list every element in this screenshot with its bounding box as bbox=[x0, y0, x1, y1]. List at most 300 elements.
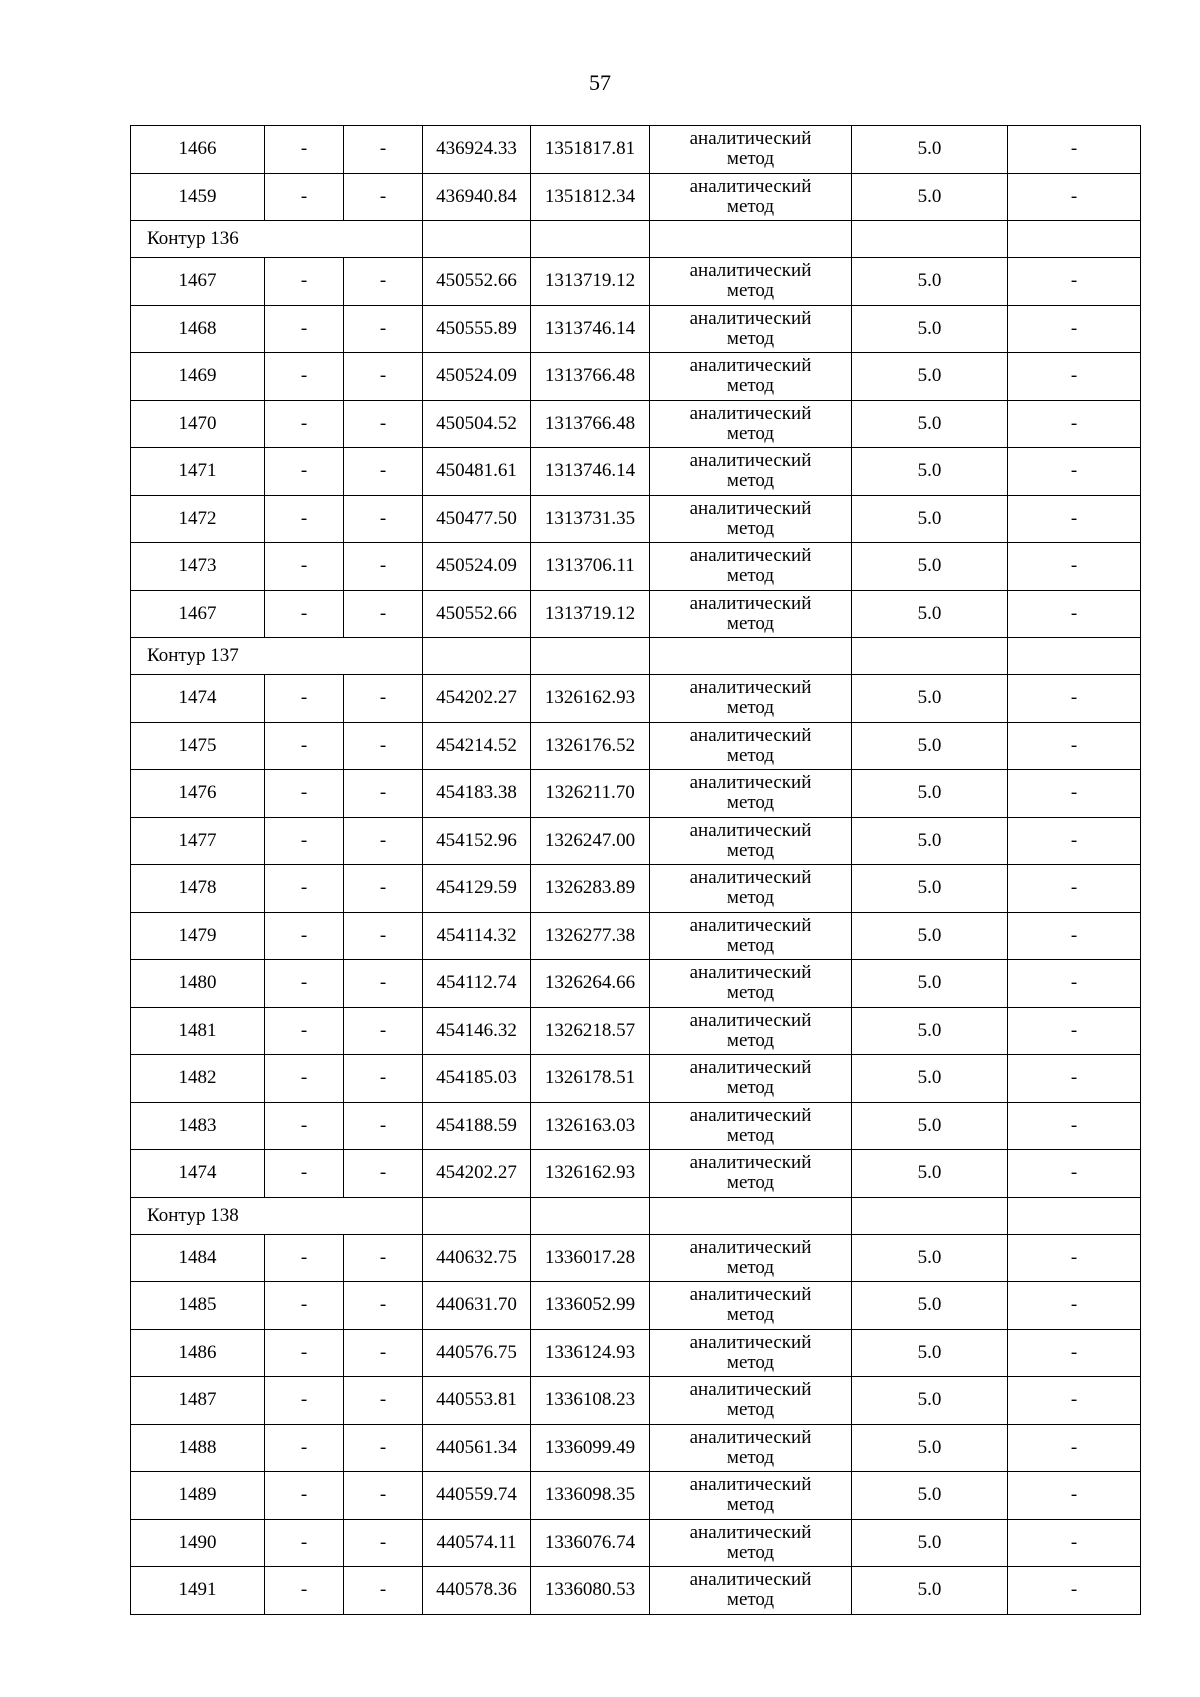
x-coordinate-cell: 450481.61 bbox=[423, 448, 531, 496]
point-number-cell: 1474 bbox=[131, 1150, 265, 1198]
dash-cell: - bbox=[1008, 1007, 1141, 1055]
method-cell bbox=[650, 1377, 852, 1425]
method-line-1: аналитический bbox=[689, 592, 812, 614]
accuracy-cell: 5.0 bbox=[852, 960, 1008, 1008]
point-number-cell: 1467 bbox=[131, 590, 265, 638]
dash-cell: - bbox=[1008, 1234, 1141, 1282]
method-line-1: аналитический bbox=[689, 497, 812, 519]
method-line-2: метод bbox=[726, 517, 775, 539]
dash-cell: - bbox=[344, 1234, 423, 1282]
table-row bbox=[131, 912, 1141, 960]
method-cell bbox=[650, 1282, 852, 1330]
table-row bbox=[131, 1567, 1141, 1615]
method-line-2: метод bbox=[726, 1029, 775, 1051]
dash-cell: - bbox=[265, 865, 344, 913]
table-row bbox=[131, 173, 1141, 221]
point-number-cell: 1483 bbox=[131, 1102, 265, 1150]
x-coordinate-cell: 454202.27 bbox=[423, 1150, 531, 1198]
method-cell bbox=[650, 960, 852, 1008]
y-coordinate-cell: 1326163.03 bbox=[531, 1102, 650, 1150]
dash-cell: - bbox=[1008, 1150, 1141, 1198]
dash-cell: - bbox=[265, 173, 344, 221]
dash-cell: - bbox=[265, 1055, 344, 1103]
method-line-1: аналитический bbox=[689, 1104, 812, 1126]
empty-cell bbox=[650, 1197, 852, 1234]
dash-cell: - bbox=[344, 590, 423, 638]
table-row bbox=[131, 448, 1141, 496]
empty-cell bbox=[650, 221, 852, 258]
dash-cell: - bbox=[344, 1519, 423, 1567]
contour-label: Контур 136 bbox=[131, 221, 423, 258]
empty-cell bbox=[423, 1197, 531, 1234]
x-coordinate-cell: 450477.50 bbox=[423, 495, 531, 543]
method-line-1: аналитический bbox=[689, 1284, 812, 1306]
dash-cell: - bbox=[265, 1234, 344, 1282]
method-line-1: аналитический bbox=[689, 450, 812, 472]
empty-cell bbox=[423, 221, 531, 258]
dash-cell: - bbox=[1008, 1377, 1141, 1425]
accuracy-cell: 5.0 bbox=[852, 1424, 1008, 1472]
method-cell bbox=[650, 1567, 852, 1615]
x-coordinate-cell: 450555.89 bbox=[423, 305, 531, 353]
accuracy-cell: 5.0 bbox=[852, 675, 1008, 723]
method-line-2: метод bbox=[726, 887, 775, 909]
dash-cell: - bbox=[1008, 912, 1141, 960]
point-number-cell: 1480 bbox=[131, 960, 265, 1008]
method-line-2: метод bbox=[726, 195, 775, 217]
method-line-1: аналитический bbox=[689, 1009, 812, 1031]
method-line-2: метод bbox=[726, 1351, 775, 1373]
y-coordinate-cell: 1326277.38 bbox=[531, 912, 650, 960]
x-coordinate-cell: 454129.59 bbox=[423, 865, 531, 913]
contour-header-row bbox=[131, 1197, 1141, 1234]
empty-cell bbox=[1008, 1197, 1141, 1234]
method-cell bbox=[650, 1424, 852, 1472]
accuracy-cell: 5.0 bbox=[852, 1377, 1008, 1425]
dash-cell: - bbox=[344, 1567, 423, 1615]
dash-cell: - bbox=[344, 1055, 423, 1103]
dash-cell: - bbox=[1008, 258, 1141, 306]
dash-cell: - bbox=[265, 1472, 344, 1520]
method-line-1: аналитический bbox=[689, 1379, 812, 1401]
table-row bbox=[131, 1472, 1141, 1520]
y-coordinate-cell: 1336099.49 bbox=[531, 1424, 650, 1472]
method-line-1: аналитический bbox=[689, 677, 812, 699]
table-row bbox=[131, 722, 1141, 770]
accuracy-cell: 5.0 bbox=[852, 1102, 1008, 1150]
method-line-2: метод bbox=[726, 422, 775, 444]
accuracy-cell: 5.0 bbox=[852, 400, 1008, 448]
dash-cell: - bbox=[1008, 1102, 1141, 1150]
dash-cell: - bbox=[1008, 305, 1141, 353]
method-line-2: метод bbox=[726, 1494, 775, 1516]
empty-cell bbox=[531, 221, 650, 258]
dash-cell: - bbox=[1008, 1055, 1141, 1103]
table-row bbox=[131, 1150, 1141, 1198]
method-line-1: аналитический bbox=[689, 914, 812, 936]
point-number-cell: 1474 bbox=[131, 675, 265, 723]
point-number-cell: 1469 bbox=[131, 353, 265, 401]
table-row bbox=[131, 1102, 1141, 1150]
y-coordinate-cell: 1326264.66 bbox=[531, 960, 650, 1008]
table-row bbox=[131, 258, 1141, 306]
method-line-1: аналитический bbox=[689, 545, 812, 567]
dash-cell: - bbox=[265, 1424, 344, 1472]
x-coordinate-cell: 440559.74 bbox=[423, 1472, 531, 1520]
x-coordinate-cell: 450552.66 bbox=[423, 258, 531, 306]
dash-cell: - bbox=[1008, 1567, 1141, 1615]
empty-cell bbox=[852, 1197, 1008, 1234]
empty-cell bbox=[1008, 221, 1141, 258]
method-line-1: аналитический bbox=[689, 1152, 812, 1174]
dash-cell: - bbox=[1008, 590, 1141, 638]
dash-cell: - bbox=[1008, 173, 1141, 221]
method-line-2: метод bbox=[726, 1541, 775, 1563]
method-line-2: метод bbox=[726, 1399, 775, 1421]
dash-cell: - bbox=[344, 1377, 423, 1425]
method-line-1: аналитический bbox=[689, 175, 812, 197]
y-coordinate-cell: 1313746.14 bbox=[531, 305, 650, 353]
method-cell bbox=[650, 495, 852, 543]
table-row bbox=[131, 1377, 1141, 1425]
point-number-cell: 1467 bbox=[131, 258, 265, 306]
dash-cell: - bbox=[344, 1329, 423, 1377]
method-line-1: аналитический bbox=[689, 355, 812, 377]
accuracy-cell: 5.0 bbox=[852, 1329, 1008, 1377]
method-line-1: аналитический bbox=[689, 867, 812, 889]
x-coordinate-cell: 454112.74 bbox=[423, 960, 531, 1008]
dash-cell: - bbox=[344, 353, 423, 401]
point-number-cell: 1484 bbox=[131, 1234, 265, 1282]
x-coordinate-cell: 450524.09 bbox=[423, 353, 531, 401]
x-coordinate-cell: 454152.96 bbox=[423, 817, 531, 865]
x-coordinate-cell: 454114.32 bbox=[423, 912, 531, 960]
dash-cell: - bbox=[1008, 1519, 1141, 1567]
x-coordinate-cell: 440553.81 bbox=[423, 1377, 531, 1425]
y-coordinate-cell: 1336108.23 bbox=[531, 1377, 650, 1425]
method-line-2: метод bbox=[726, 934, 775, 956]
method-line-1: аналитический bbox=[689, 1057, 812, 1079]
method-line-2: метод bbox=[726, 1172, 775, 1194]
dash-cell: - bbox=[344, 448, 423, 496]
dash-cell: - bbox=[344, 865, 423, 913]
x-coordinate-cell: 440578.36 bbox=[423, 1567, 531, 1615]
y-coordinate-cell: 1326211.70 bbox=[531, 770, 650, 818]
point-number-cell: 1468 bbox=[131, 305, 265, 353]
dash-cell: - bbox=[344, 543, 423, 591]
dash-cell: - bbox=[265, 770, 344, 818]
method-line-1: аналитический bbox=[689, 962, 812, 984]
method-cell bbox=[650, 400, 852, 448]
dash-cell: - bbox=[265, 817, 344, 865]
method-line-1: аналитический bbox=[689, 1569, 812, 1591]
dash-cell: - bbox=[344, 960, 423, 1008]
y-coordinate-cell: 1351817.81 bbox=[531, 126, 650, 174]
table-row bbox=[131, 126, 1141, 174]
dash-cell: - bbox=[265, 1519, 344, 1567]
empty-cell bbox=[423, 638, 531, 675]
method-cell bbox=[650, 1007, 852, 1055]
dash-cell: - bbox=[1008, 722, 1141, 770]
dash-cell: - bbox=[265, 1377, 344, 1425]
method-line-2: метод bbox=[726, 1589, 775, 1611]
x-coordinate-cell: 440576.75 bbox=[423, 1329, 531, 1377]
accuracy-cell: 5.0 bbox=[852, 258, 1008, 306]
y-coordinate-cell: 1336076.74 bbox=[531, 1519, 650, 1567]
method-cell bbox=[650, 912, 852, 960]
coordinates-table bbox=[130, 125, 1141, 1615]
point-number-cell: 1486 bbox=[131, 1329, 265, 1377]
y-coordinate-cell: 1313706.11 bbox=[531, 543, 650, 591]
method-line-2: метод bbox=[726, 1077, 775, 1099]
method-line-1: аналитический bbox=[689, 128, 812, 150]
y-coordinate-cell: 1326178.51 bbox=[531, 1055, 650, 1103]
dash-cell: - bbox=[265, 1150, 344, 1198]
x-coordinate-cell: 440632.75 bbox=[423, 1234, 531, 1282]
dash-cell: - bbox=[265, 675, 344, 723]
x-coordinate-cell: 450552.66 bbox=[423, 590, 531, 638]
dash-cell: - bbox=[344, 817, 423, 865]
point-number-cell: 1488 bbox=[131, 1424, 265, 1472]
y-coordinate-cell: 1351812.34 bbox=[531, 173, 650, 221]
table-row bbox=[131, 817, 1141, 865]
accuracy-cell: 5.0 bbox=[852, 865, 1008, 913]
method-line-1: аналитический bbox=[689, 402, 812, 424]
dash-cell: - bbox=[1008, 126, 1141, 174]
dash-cell: - bbox=[344, 722, 423, 770]
dash-cell: - bbox=[1008, 353, 1141, 401]
point-number-cell: 1478 bbox=[131, 865, 265, 913]
y-coordinate-cell: 1336080.53 bbox=[531, 1567, 650, 1615]
dash-cell: - bbox=[1008, 675, 1141, 723]
method-cell bbox=[650, 1055, 852, 1103]
page-number: 57 bbox=[589, 70, 611, 95]
accuracy-cell: 5.0 bbox=[852, 353, 1008, 401]
accuracy-cell: 5.0 bbox=[852, 126, 1008, 174]
dash-cell: - bbox=[344, 912, 423, 960]
empty-cell bbox=[650, 638, 852, 675]
x-coordinate-cell: 440561.34 bbox=[423, 1424, 531, 1472]
table-row bbox=[131, 1424, 1141, 1472]
point-number-cell: 1481 bbox=[131, 1007, 265, 1055]
point-number-cell: 1473 bbox=[131, 543, 265, 591]
y-coordinate-cell: 1326162.93 bbox=[531, 675, 650, 723]
accuracy-cell: 5.0 bbox=[852, 722, 1008, 770]
accuracy-cell: 5.0 bbox=[852, 1567, 1008, 1615]
method-line-1: аналитический bbox=[689, 1331, 812, 1353]
dash-cell: - bbox=[265, 353, 344, 401]
dash-cell: - bbox=[265, 448, 344, 496]
dash-cell: - bbox=[344, 1150, 423, 1198]
method-cell bbox=[650, 1234, 852, 1282]
method-cell bbox=[650, 722, 852, 770]
x-coordinate-cell: 436940.84 bbox=[423, 173, 531, 221]
dash-cell: - bbox=[344, 1472, 423, 1520]
y-coordinate-cell: 1313731.35 bbox=[531, 495, 650, 543]
point-number-cell: 1489 bbox=[131, 1472, 265, 1520]
method-line-2: метод bbox=[726, 1124, 775, 1146]
y-coordinate-cell: 1326162.93 bbox=[531, 1150, 650, 1198]
method-cell bbox=[650, 353, 852, 401]
dash-cell: - bbox=[344, 1102, 423, 1150]
table-row bbox=[131, 1329, 1141, 1377]
method-line-2: метод bbox=[726, 612, 775, 634]
x-coordinate-cell: 450504.52 bbox=[423, 400, 531, 448]
y-coordinate-cell: 1326247.00 bbox=[531, 817, 650, 865]
y-coordinate-cell: 1336124.93 bbox=[531, 1329, 650, 1377]
x-coordinate-cell: 454185.03 bbox=[423, 1055, 531, 1103]
dash-cell: - bbox=[1008, 1282, 1141, 1330]
dash-cell: - bbox=[344, 675, 423, 723]
accuracy-cell: 5.0 bbox=[852, 912, 1008, 960]
dash-cell: - bbox=[265, 1102, 344, 1150]
method-cell bbox=[650, 1519, 852, 1567]
dash-cell: - bbox=[1008, 543, 1141, 591]
dash-cell: - bbox=[344, 495, 423, 543]
x-coordinate-cell: 440574.11 bbox=[423, 1519, 531, 1567]
accuracy-cell: 5.0 bbox=[852, 173, 1008, 221]
method-line-1: аналитический bbox=[689, 819, 812, 841]
point-number-cell: 1459 bbox=[131, 173, 265, 221]
method-line-1: аналитический bbox=[689, 1236, 812, 1258]
accuracy-cell: 5.0 bbox=[852, 305, 1008, 353]
dash-cell: - bbox=[1008, 865, 1141, 913]
table-row bbox=[131, 305, 1141, 353]
contour-label: Контур 138 bbox=[131, 1197, 423, 1234]
point-number-cell: 1491 bbox=[131, 1567, 265, 1615]
x-coordinate-cell: 440631.70 bbox=[423, 1282, 531, 1330]
empty-cell bbox=[531, 1197, 650, 1234]
point-number-cell: 1479 bbox=[131, 912, 265, 960]
x-coordinate-cell: 450524.09 bbox=[423, 543, 531, 591]
method-line-1: аналитический bbox=[689, 1521, 812, 1543]
table-row bbox=[131, 1234, 1141, 1282]
table-row bbox=[131, 590, 1141, 638]
x-coordinate-cell: 436924.33 bbox=[423, 126, 531, 174]
empty-cell bbox=[1008, 638, 1141, 675]
table-row bbox=[131, 675, 1141, 723]
accuracy-cell: 5.0 bbox=[852, 1282, 1008, 1330]
dash-cell: - bbox=[344, 1007, 423, 1055]
dash-cell: - bbox=[1008, 495, 1141, 543]
point-number-cell: 1482 bbox=[131, 1055, 265, 1103]
method-cell bbox=[650, 305, 852, 353]
point-number-cell: 1475 bbox=[131, 722, 265, 770]
x-coordinate-cell: 454214.52 bbox=[423, 722, 531, 770]
table-row bbox=[131, 865, 1141, 913]
method-line-1: аналитический bbox=[689, 260, 812, 282]
y-coordinate-cell: 1336052.99 bbox=[531, 1282, 650, 1330]
y-coordinate-cell: 1313766.48 bbox=[531, 353, 650, 401]
method-line-1: аналитический bbox=[689, 307, 812, 329]
method-cell bbox=[650, 865, 852, 913]
method-line-1: аналитический bbox=[689, 1426, 812, 1448]
dash-cell: - bbox=[344, 770, 423, 818]
accuracy-cell: 5.0 bbox=[852, 1234, 1008, 1282]
contour-header-row bbox=[131, 221, 1141, 258]
method-cell bbox=[650, 126, 852, 174]
dash-cell: - bbox=[344, 258, 423, 306]
accuracy-cell: 5.0 bbox=[852, 1055, 1008, 1103]
method-line-2: метод bbox=[726, 1256, 775, 1278]
accuracy-cell: 5.0 bbox=[852, 1150, 1008, 1198]
x-coordinate-cell: 454202.27 bbox=[423, 675, 531, 723]
table-row bbox=[131, 353, 1141, 401]
y-coordinate-cell: 1336017.28 bbox=[531, 1234, 650, 1282]
y-coordinate-cell: 1326176.52 bbox=[531, 722, 650, 770]
point-number-cell: 1476 bbox=[131, 770, 265, 818]
method-line-1: аналитический bbox=[689, 1474, 812, 1496]
dash-cell: - bbox=[1008, 770, 1141, 818]
accuracy-cell: 5.0 bbox=[852, 770, 1008, 818]
method-cell bbox=[650, 173, 852, 221]
x-coordinate-cell: 454183.38 bbox=[423, 770, 531, 818]
dash-cell: - bbox=[1008, 400, 1141, 448]
method-cell bbox=[650, 1102, 852, 1150]
method-cell bbox=[650, 1329, 852, 1377]
point-number-cell: 1485 bbox=[131, 1282, 265, 1330]
contour-label: Контур 137 bbox=[131, 638, 423, 675]
dash-cell: - bbox=[1008, 960, 1141, 1008]
method-cell bbox=[650, 590, 852, 638]
dash-cell: - bbox=[344, 1424, 423, 1472]
method-cell bbox=[650, 770, 852, 818]
y-coordinate-cell: 1326283.89 bbox=[531, 865, 650, 913]
table-row bbox=[131, 495, 1141, 543]
y-coordinate-cell: 1313719.12 bbox=[531, 258, 650, 306]
dash-cell: - bbox=[1008, 1329, 1141, 1377]
dash-cell: - bbox=[344, 126, 423, 174]
table-row bbox=[131, 543, 1141, 591]
method-line-2: метод bbox=[726, 375, 775, 397]
dash-cell: - bbox=[265, 126, 344, 174]
x-coordinate-cell: 454188.59 bbox=[423, 1102, 531, 1150]
point-number-cell: 1487 bbox=[131, 1377, 265, 1425]
contour-header-row bbox=[131, 638, 1141, 675]
y-coordinate-cell: 1313719.12 bbox=[531, 590, 650, 638]
dash-cell: - bbox=[1008, 817, 1141, 865]
table-row bbox=[131, 1055, 1141, 1103]
table-row bbox=[131, 400, 1141, 448]
dash-cell: - bbox=[265, 305, 344, 353]
method-line-2: метод bbox=[726, 982, 775, 1004]
method-line-2: метод bbox=[726, 470, 775, 492]
dash-cell: - bbox=[265, 590, 344, 638]
method-line-2: метод bbox=[726, 148, 775, 170]
method-line-2: метод bbox=[726, 1304, 775, 1326]
y-coordinate-cell: 1326218.57 bbox=[531, 1007, 650, 1055]
method-line-2: метод bbox=[726, 697, 775, 719]
table-body bbox=[131, 126, 1141, 1615]
method-line-2: метод bbox=[726, 565, 775, 587]
dash-cell: - bbox=[265, 960, 344, 1008]
point-number-cell: 1466 bbox=[131, 126, 265, 174]
method-line-2: метод bbox=[726, 1446, 775, 1468]
accuracy-cell: 5.0 bbox=[852, 590, 1008, 638]
accuracy-cell: 5.0 bbox=[852, 543, 1008, 591]
method-cell bbox=[650, 1150, 852, 1198]
table-row bbox=[131, 1007, 1141, 1055]
dash-cell: - bbox=[265, 1567, 344, 1615]
accuracy-cell: 5.0 bbox=[852, 448, 1008, 496]
dash-cell: - bbox=[265, 722, 344, 770]
point-number-cell: 1477 bbox=[131, 817, 265, 865]
y-coordinate-cell: 1313746.14 bbox=[531, 448, 650, 496]
dash-cell: - bbox=[265, 543, 344, 591]
method-line-1: аналитический bbox=[689, 724, 812, 746]
dash-cell: - bbox=[1008, 1472, 1141, 1520]
dash-cell: - bbox=[265, 1007, 344, 1055]
